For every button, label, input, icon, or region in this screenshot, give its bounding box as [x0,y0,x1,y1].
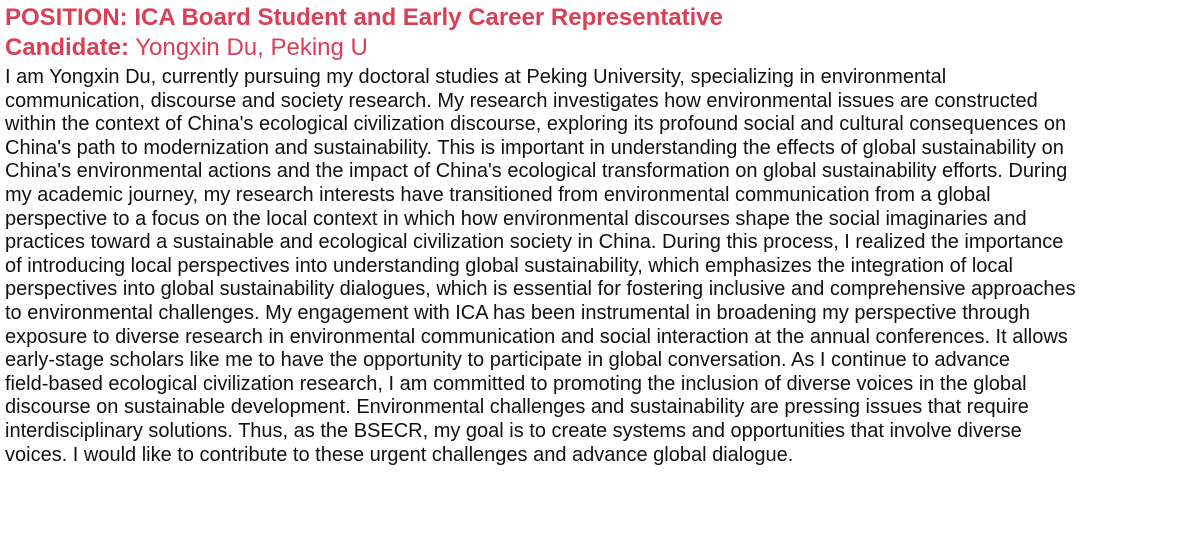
bio-line: perspectives into global sustainability dialogues, which is essential for fostering inclusive and comprehensive approaches [5,278,1076,301]
bio-line: China's path to modernization and sustainability. This is important in understanding the effects of global sustainability on [5,136,1064,159]
bio-line: practices toward a sustainable and ecological civilization society in China. During this process, I realized the importance [5,231,1064,254]
bio-line: to environmental challenges. My engagement with ICA has been instrumental in broadening my perspective through [5,301,1031,324]
bio-line: of introducing local perspectives into understanding global sustainability, which emphasizes the integration of local [5,254,1013,277]
bio-line: exposure to diverse research in environmental communication and social interaction at the annual conferences. It allows [5,325,1068,348]
candidate-heading [5,33,1197,63]
bio-line: communication, discourse and society research. My research investigates how environmental issues are constructed [5,89,1038,112]
position-label: POSITION: [5,4,128,31]
bio-line: discourse on sustainable development. Environmental challenges and sustainability are pressing issues that require [5,396,1029,419]
position-title: ICA Board Student and Early Career Representative [134,4,723,31]
bio-line: I am Yongxin Du, currently pursuing my doctoral studies at Peking University, specializing in environmental [5,66,947,88]
bio-line: China's environmental actions and the impact of China's ecological transformation on global sustainability efforts. During [5,160,1068,183]
candidate-label: Candidate: [5,34,130,61]
candidate-name: Yongxin Du, Peking U [135,34,368,61]
candidate-statement [5,3,1197,467]
bio-line: voices. I would like to contribute to these urgent challenges and advance global dialogue. [5,443,794,466]
position-heading [5,3,1197,33]
bio-line: interdisciplinary solutions. Thus, as the BSECR, my goal is to create systems and opportunities that involve diverse [5,419,1022,442]
bio-line: my academic journey, my research interests have transitioned from environmental communication from a global [5,183,991,206]
bio-line: early-stage scholars like me to have the opportunity to participate in global conversation. As I continue to advance [5,349,1011,372]
bio-line: perspective to a focus on the local context in which how environmental discourses shape the social imaginaries and [5,207,1027,230]
bio-line: field-based ecological civilization research, I am committed to promoting the inclusion of diverse voices in the global [5,372,1027,395]
bio-paragraph [5,66,1197,467]
bio-line: within the context of China's ecological civilization discourse, exploring its profound social and cultural consequences on [5,113,1067,136]
